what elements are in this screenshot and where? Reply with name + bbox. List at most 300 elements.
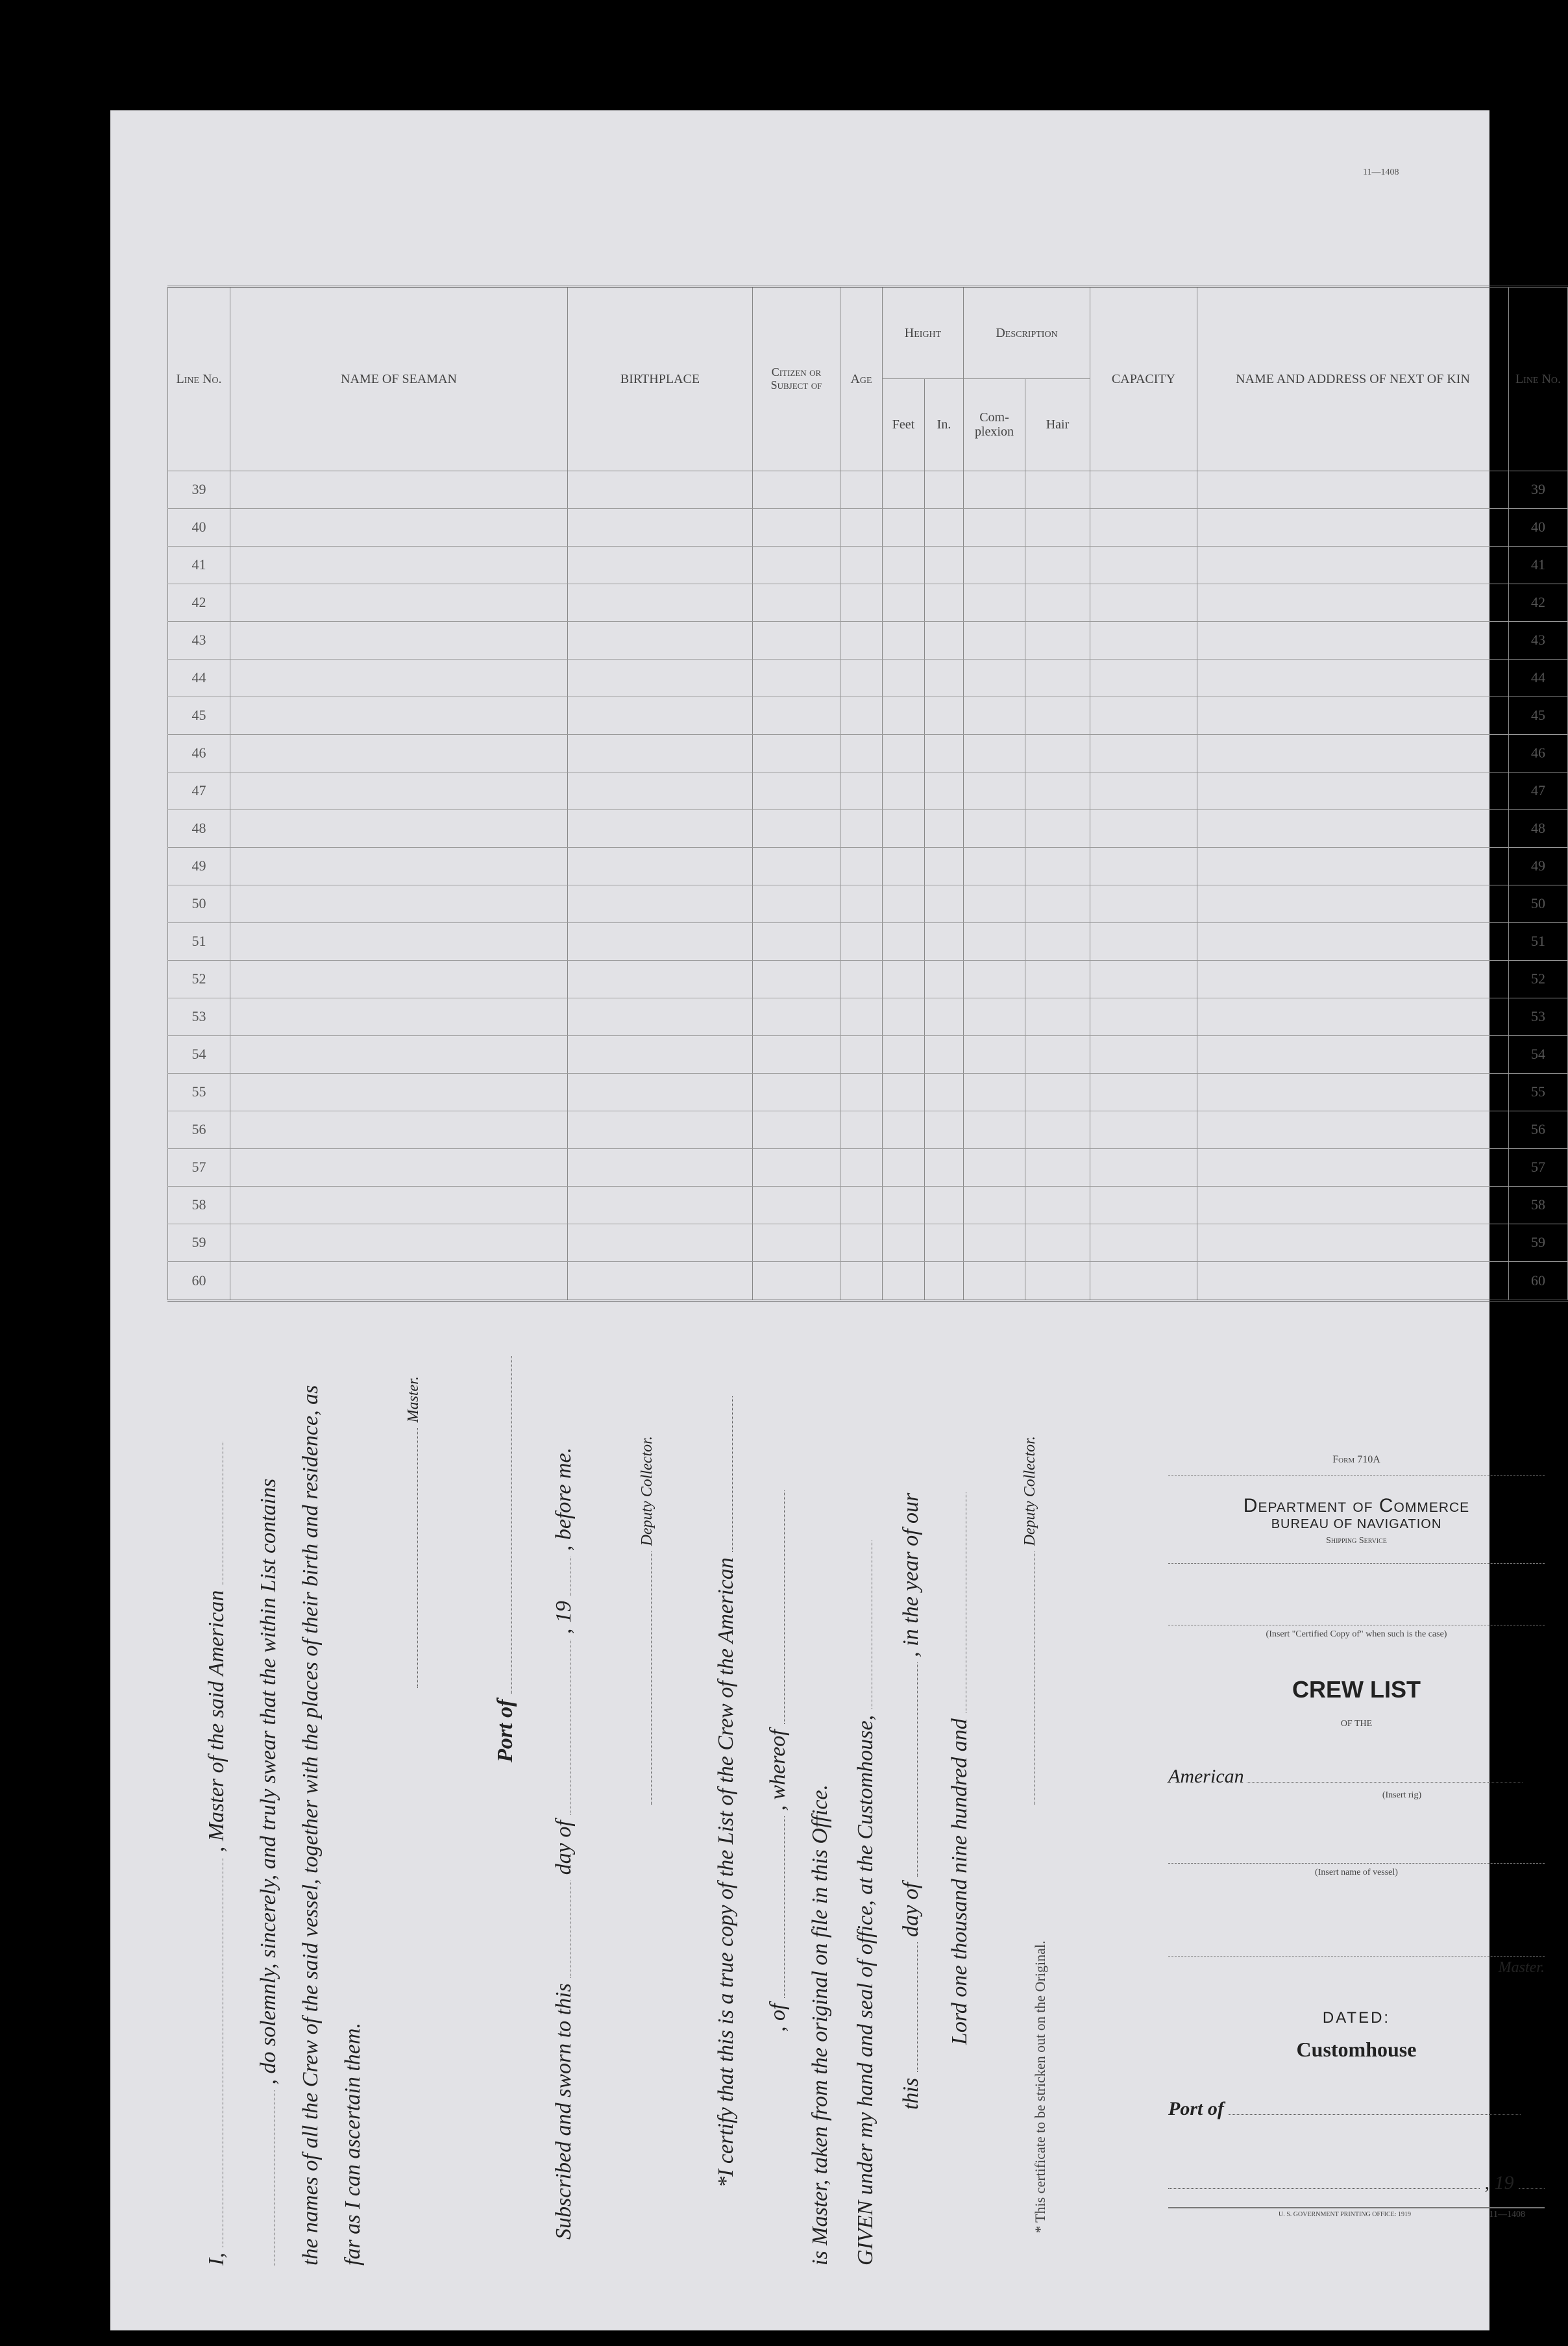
table-cell xyxy=(925,998,964,1035)
line-number-left: 54 xyxy=(168,1035,230,1073)
table-cell xyxy=(753,584,840,621)
table-cell xyxy=(1025,734,1090,772)
table-cell xyxy=(230,885,568,922)
table-cell xyxy=(1025,960,1090,998)
table-cell xyxy=(1090,546,1197,584)
table-cell xyxy=(568,1035,753,1073)
table-cell xyxy=(753,998,840,1035)
punch-hole xyxy=(65,1472,93,1500)
table-cell xyxy=(964,885,1025,922)
table-cell xyxy=(1197,772,1509,809)
table-cell xyxy=(568,546,753,584)
table-cell xyxy=(883,508,925,546)
table-cell xyxy=(840,772,883,809)
table-cell xyxy=(230,1186,568,1224)
cover-bureau: BUREAU OF NAVIGATION xyxy=(1271,1517,1442,1531)
table-cell xyxy=(925,508,964,546)
cert-line3: is Master, taken from the original on file in this Office. xyxy=(808,1784,832,2266)
table-cell xyxy=(925,885,964,922)
line-number-right: 50 xyxy=(1509,885,1568,922)
table-cell xyxy=(964,998,1025,1035)
cert-line4: GIVEN under my hand and seal of office, at the Customhouse, xyxy=(853,1714,877,2266)
table-cell xyxy=(1197,471,1509,508)
table-cell xyxy=(964,809,1025,847)
table-cell xyxy=(1090,1148,1197,1186)
table-cell xyxy=(753,772,840,809)
table-cell xyxy=(1025,697,1090,734)
table-cell xyxy=(840,809,883,847)
table-cell xyxy=(568,922,753,960)
line-number-right: 56 xyxy=(1509,1111,1568,1148)
table-cell xyxy=(964,471,1025,508)
cover-year-blank xyxy=(1519,2188,1545,2189)
line-number-right: 47 xyxy=(1509,772,1568,809)
line-number-left: 42 xyxy=(168,584,230,621)
cover-form: Form 710A xyxy=(1332,1454,1380,1465)
table-cell xyxy=(883,659,925,697)
table-cell xyxy=(925,1224,964,1261)
crew-table xyxy=(167,286,1567,1302)
table-cell xyxy=(964,1186,1025,1224)
cover-customhouse: Customhouse xyxy=(1296,2038,1417,2061)
line-number-left: 44 xyxy=(168,659,230,697)
line-number-right: 49 xyxy=(1509,847,1568,885)
table-cell xyxy=(964,734,1025,772)
table-cell xyxy=(840,1111,883,1148)
table-cell xyxy=(1025,772,1090,809)
table-cell xyxy=(883,1111,925,1148)
table-cell xyxy=(964,584,1025,621)
table-cell xyxy=(1025,998,1090,1035)
header-feet: Feet xyxy=(883,378,925,471)
line-number-right: 46 xyxy=(1509,734,1568,772)
cert-lord: Lord one thousand nine hundred and xyxy=(948,1718,972,2045)
table-cell xyxy=(568,1224,753,1261)
table-cell xyxy=(1197,922,1509,960)
table-cell xyxy=(1025,546,1090,584)
oath-master-label: Master. xyxy=(405,1376,422,1423)
cert-deputy-blank xyxy=(1034,1551,1035,1805)
table-cell xyxy=(1025,847,1090,885)
table-row xyxy=(168,1186,1568,1224)
cert-in-year: , in the year of our xyxy=(899,1492,923,1657)
header-line-no-right: Line No. xyxy=(1509,287,1568,471)
table-cell xyxy=(1197,621,1509,659)
table-cell xyxy=(840,1224,883,1261)
table-cell xyxy=(230,659,568,697)
table-cell xyxy=(964,508,1025,546)
line-number-left: 52 xyxy=(168,960,230,998)
table-cell xyxy=(840,659,883,697)
cover-title: CREW LIST xyxy=(1292,1676,1421,1703)
table-row xyxy=(168,1224,1568,1261)
table-cell xyxy=(753,471,840,508)
table-cell xyxy=(753,1261,840,1300)
punch-hole xyxy=(79,292,108,321)
table-cell xyxy=(964,1261,1025,1300)
cover-form-number-bottom: 11—1408 xyxy=(1489,2210,1525,2219)
table-cell xyxy=(883,960,925,998)
table-cell xyxy=(1025,584,1090,621)
table-cell xyxy=(1090,734,1197,772)
table-cell xyxy=(753,922,840,960)
table-cell xyxy=(925,584,964,621)
line-number-right: 44 xyxy=(1509,659,1568,697)
table-cell xyxy=(883,1224,925,1261)
line-number-right: 43 xyxy=(1509,621,1568,659)
cover-insert-name: (Insert name of vessel) xyxy=(1315,1868,1398,1877)
table-cell xyxy=(1025,1035,1090,1073)
cert-whereof: , whereof xyxy=(766,1729,790,1811)
table-cell xyxy=(1025,508,1090,546)
table-cell xyxy=(1025,471,1090,508)
cert-whereof-blank xyxy=(784,1490,785,1724)
table-row xyxy=(168,772,1568,809)
table-cell xyxy=(840,1148,883,1186)
table-cell xyxy=(840,1261,883,1300)
table-cell xyxy=(753,546,840,584)
table-cell xyxy=(1025,922,1090,960)
table-cell xyxy=(1197,998,1509,1035)
table-cell xyxy=(753,1148,840,1186)
cover-dated: DATED: xyxy=(1322,2009,1391,2027)
line-number-right: 55 xyxy=(1509,1073,1568,1111)
table-cell xyxy=(230,1148,568,1186)
line-number-left: 48 xyxy=(168,809,230,847)
table-cell xyxy=(1090,1111,1197,1148)
table-cell xyxy=(230,1035,568,1073)
port-blank xyxy=(511,1356,512,1694)
table-cell xyxy=(883,734,925,772)
table-cell xyxy=(568,1186,753,1224)
punch-hole xyxy=(65,1574,93,1603)
table-cell xyxy=(568,847,753,885)
table-cell xyxy=(230,847,568,885)
table-cell xyxy=(883,809,925,847)
cert-of-blank xyxy=(784,1816,785,1998)
cert-vessel-blank xyxy=(732,1396,733,1552)
table-cell xyxy=(925,734,964,772)
oath-line1-suffix: , Master of the said American xyxy=(204,1590,228,1853)
table-cell xyxy=(230,471,568,508)
header-age: Age xyxy=(840,287,883,471)
header-name-of-seaman: NAME OF SEAMAN xyxy=(230,287,568,471)
table-row xyxy=(168,809,1568,847)
table-cell xyxy=(1090,659,1197,697)
punch-hole xyxy=(78,393,106,421)
table-cell xyxy=(964,546,1025,584)
table-cell xyxy=(840,734,883,772)
table-cell xyxy=(925,1035,964,1073)
table-cell xyxy=(925,1111,964,1148)
table-cell xyxy=(568,1261,753,1300)
table-cell xyxy=(568,960,753,998)
oath-subscribed: Subscribed and sworn to this xyxy=(552,1983,576,2240)
table-cell xyxy=(1090,885,1197,922)
oath-port-of: Port of xyxy=(493,1699,517,1762)
table-row xyxy=(168,1261,1568,1300)
table-cell xyxy=(1025,1186,1090,1224)
table-cell xyxy=(1090,960,1197,998)
table-cell xyxy=(1025,621,1090,659)
cover-printer: U. S. GOVERNMENT PRINTING OFFICE: 1919 xyxy=(1279,2211,1411,2218)
table-cell xyxy=(883,847,925,885)
table-cell xyxy=(753,960,840,998)
line-number-left: 55 xyxy=(168,1073,230,1111)
table-cell xyxy=(1090,1186,1197,1224)
table-cell xyxy=(753,847,840,885)
table-cell xyxy=(1090,998,1197,1035)
table-row xyxy=(168,847,1568,885)
table-cell xyxy=(230,697,568,734)
line-number-right: 53 xyxy=(1509,998,1568,1035)
table-cell xyxy=(925,697,964,734)
table-cell xyxy=(568,1073,753,1111)
table-row xyxy=(168,960,1568,998)
table-cell xyxy=(1090,584,1197,621)
oath-before-me: , before me. xyxy=(552,1447,576,1551)
header-birthplace: BIRTHPLACE xyxy=(568,287,753,471)
table-cell xyxy=(883,1186,925,1224)
table-cell xyxy=(964,960,1025,998)
table-cell xyxy=(568,621,753,659)
table-cell xyxy=(1090,1035,1197,1073)
table-cell xyxy=(883,584,925,621)
table-cell xyxy=(1090,847,1197,885)
table-cell xyxy=(964,1035,1025,1073)
table-cell xyxy=(230,1261,568,1300)
line-number-right: 41 xyxy=(1509,546,1568,584)
table-cell xyxy=(753,734,840,772)
table-cell xyxy=(1090,1224,1197,1261)
table-cell xyxy=(568,734,753,772)
line-number-right: 51 xyxy=(1509,922,1568,960)
table-cell xyxy=(753,1224,840,1261)
table-cell xyxy=(925,847,964,885)
table-cell xyxy=(568,471,753,508)
table-cell xyxy=(1197,734,1509,772)
oath-line2: , do solemnly, sincerely, and truly swear that the within List contains xyxy=(256,1478,280,2085)
line-number-left: 50 xyxy=(168,885,230,922)
cert-line1: *I certify that this is a true copy of the List of the Crew of the American xyxy=(714,1557,738,2188)
form-sheet xyxy=(110,110,1562,2330)
cert-day-of: day of xyxy=(899,1882,923,1937)
table-row xyxy=(168,1073,1568,1111)
table-cell xyxy=(883,772,925,809)
table-cell xyxy=(1090,922,1197,960)
table-cell xyxy=(840,584,883,621)
line-number-left: 56 xyxy=(168,1111,230,1148)
line-number-left: 46 xyxy=(168,734,230,772)
cert-of: , of xyxy=(766,2003,790,2032)
cover-date-blank xyxy=(1168,2188,1480,2189)
line-number-left: 47 xyxy=(168,772,230,809)
table-cell xyxy=(840,621,883,659)
table-cell xyxy=(230,734,568,772)
line-number-right: 52 xyxy=(1509,960,1568,998)
table-row xyxy=(168,998,1568,1035)
table-cell xyxy=(1197,1035,1509,1073)
line-number-left: 57 xyxy=(168,1148,230,1186)
line-number-left: 59 xyxy=(168,1224,230,1261)
table-cell xyxy=(1025,659,1090,697)
line-number-left: 40 xyxy=(168,508,230,546)
table-cell xyxy=(230,1073,568,1111)
table-cell xyxy=(1025,1073,1090,1111)
table-cell xyxy=(1197,847,1509,885)
cert-footnote: * This certificate to be stricken out on the Original. xyxy=(1032,1940,1048,2233)
table-row xyxy=(168,885,1568,922)
header-capacity: CAPACITY xyxy=(1090,287,1197,471)
table-cell xyxy=(883,546,925,584)
table-cell xyxy=(883,621,925,659)
table-cell xyxy=(840,847,883,885)
cert-day-blank xyxy=(917,1942,918,2072)
table-cell xyxy=(964,659,1025,697)
table-cell xyxy=(1197,1111,1509,1148)
header-height: Height xyxy=(883,287,964,379)
table-cell xyxy=(840,471,883,508)
cover-port-of: Port of xyxy=(1168,2098,1224,2119)
table-cell xyxy=(925,1186,964,1224)
cert-month-blank xyxy=(917,1662,918,1877)
table-cell xyxy=(840,1035,883,1073)
table-cell xyxy=(925,1261,964,1300)
table-row xyxy=(168,659,1568,697)
table-cell xyxy=(964,1073,1025,1111)
table-cell xyxy=(1090,772,1197,809)
table-cell xyxy=(1025,1148,1090,1186)
table-cell xyxy=(925,922,964,960)
table-cell xyxy=(1197,659,1509,697)
table-cell xyxy=(230,998,568,1035)
table-cell xyxy=(230,772,568,809)
table-cell xyxy=(964,621,1025,659)
table-cell xyxy=(230,809,568,847)
table-cell xyxy=(753,508,840,546)
table-cell xyxy=(1025,809,1090,847)
line-number-right: 45 xyxy=(1509,697,1568,734)
table-cell xyxy=(753,621,840,659)
table-cell xyxy=(925,772,964,809)
table-row xyxy=(168,621,1568,659)
table-cell xyxy=(883,697,925,734)
line-number-right: 57 xyxy=(1509,1148,1568,1186)
line-number-left: 51 xyxy=(168,922,230,960)
table-cell xyxy=(964,697,1025,734)
table-cell xyxy=(1197,584,1509,621)
line-number-left: 60 xyxy=(168,1261,230,1300)
cover-port-blank xyxy=(1229,2114,1521,2115)
table-cell xyxy=(568,584,753,621)
table-cell xyxy=(230,922,568,960)
table-cell xyxy=(925,960,964,998)
table-cell xyxy=(230,960,568,998)
line-number-right: 54 xyxy=(1509,1035,1568,1073)
table-cell xyxy=(883,1073,925,1111)
line-number-left: 43 xyxy=(168,621,230,659)
table-cell xyxy=(1197,1261,1509,1300)
table-cell xyxy=(568,508,753,546)
line-number-right: 39 xyxy=(1509,471,1568,508)
table-cell xyxy=(568,1111,753,1148)
table-cell xyxy=(840,998,883,1035)
table-cell xyxy=(883,885,925,922)
table-cell xyxy=(964,1148,1025,1186)
punch-hole xyxy=(77,837,105,866)
table-cell xyxy=(1197,1186,1509,1224)
table-cell xyxy=(753,885,840,922)
table-cell xyxy=(1090,1261,1197,1300)
table-cell xyxy=(230,584,568,621)
table-cell xyxy=(753,1035,840,1073)
table-cell xyxy=(964,772,1025,809)
oath-nineteen: , 19 xyxy=(552,1601,576,1635)
cover-master: Master. xyxy=(1498,1959,1545,1976)
table-row xyxy=(168,546,1568,584)
table-cell xyxy=(1197,809,1509,847)
table-cell xyxy=(230,1111,568,1148)
table-row xyxy=(168,734,1568,772)
header-line-no: Line No. xyxy=(168,287,230,471)
table-cell xyxy=(883,1035,925,1073)
table-cell xyxy=(964,1224,1025,1261)
table-cell xyxy=(925,809,964,847)
table-cell xyxy=(925,471,964,508)
line-number-right: 48 xyxy=(1509,809,1568,847)
header-complexion: Com- plexion xyxy=(964,378,1025,471)
table-cell xyxy=(1197,546,1509,584)
table-cell xyxy=(230,621,568,659)
header-hair: Hair xyxy=(1025,378,1090,471)
table-cell xyxy=(568,659,753,697)
table-cell xyxy=(883,1261,925,1300)
line-number-left: 58 xyxy=(168,1186,230,1224)
header-citizen: Citizen or Subject of xyxy=(753,287,840,471)
cover-rig-blank xyxy=(1247,1782,1523,1783)
oath-deputy-collector: Deputy Collector. xyxy=(639,1436,655,1546)
table-cell xyxy=(925,659,964,697)
table-cell xyxy=(925,1073,964,1111)
table-cell xyxy=(1090,697,1197,734)
form-number-top: 11—1408 xyxy=(1363,167,1399,177)
table-cell xyxy=(925,621,964,659)
header-description: Description xyxy=(964,287,1090,379)
line-number-left: 45 xyxy=(168,697,230,734)
table-row xyxy=(168,1148,1568,1186)
table-cell xyxy=(230,546,568,584)
cover-insert-rig: (Insert rig) xyxy=(1382,1790,1422,1800)
table-row xyxy=(168,1111,1568,1148)
table-cell xyxy=(568,885,753,922)
table-cell xyxy=(840,885,883,922)
table-row xyxy=(168,922,1568,960)
oath-day-of: day of xyxy=(552,1820,576,1875)
table-cell xyxy=(1197,1224,1509,1261)
table-cell xyxy=(753,1111,840,1148)
table-cell xyxy=(1025,1261,1090,1300)
table-cell xyxy=(840,508,883,546)
punch-hole xyxy=(63,2018,92,2046)
table-cell xyxy=(568,809,753,847)
table-cell xyxy=(1025,1224,1090,1261)
cert-deputy-collector: Deputy Collector. xyxy=(1022,1436,1038,1546)
table-cell xyxy=(1197,697,1509,734)
table-cell xyxy=(753,1186,840,1224)
master-signature-blank xyxy=(417,1428,418,1688)
table-cell xyxy=(840,1186,883,1224)
line-number-right: 58 xyxy=(1509,1186,1568,1224)
